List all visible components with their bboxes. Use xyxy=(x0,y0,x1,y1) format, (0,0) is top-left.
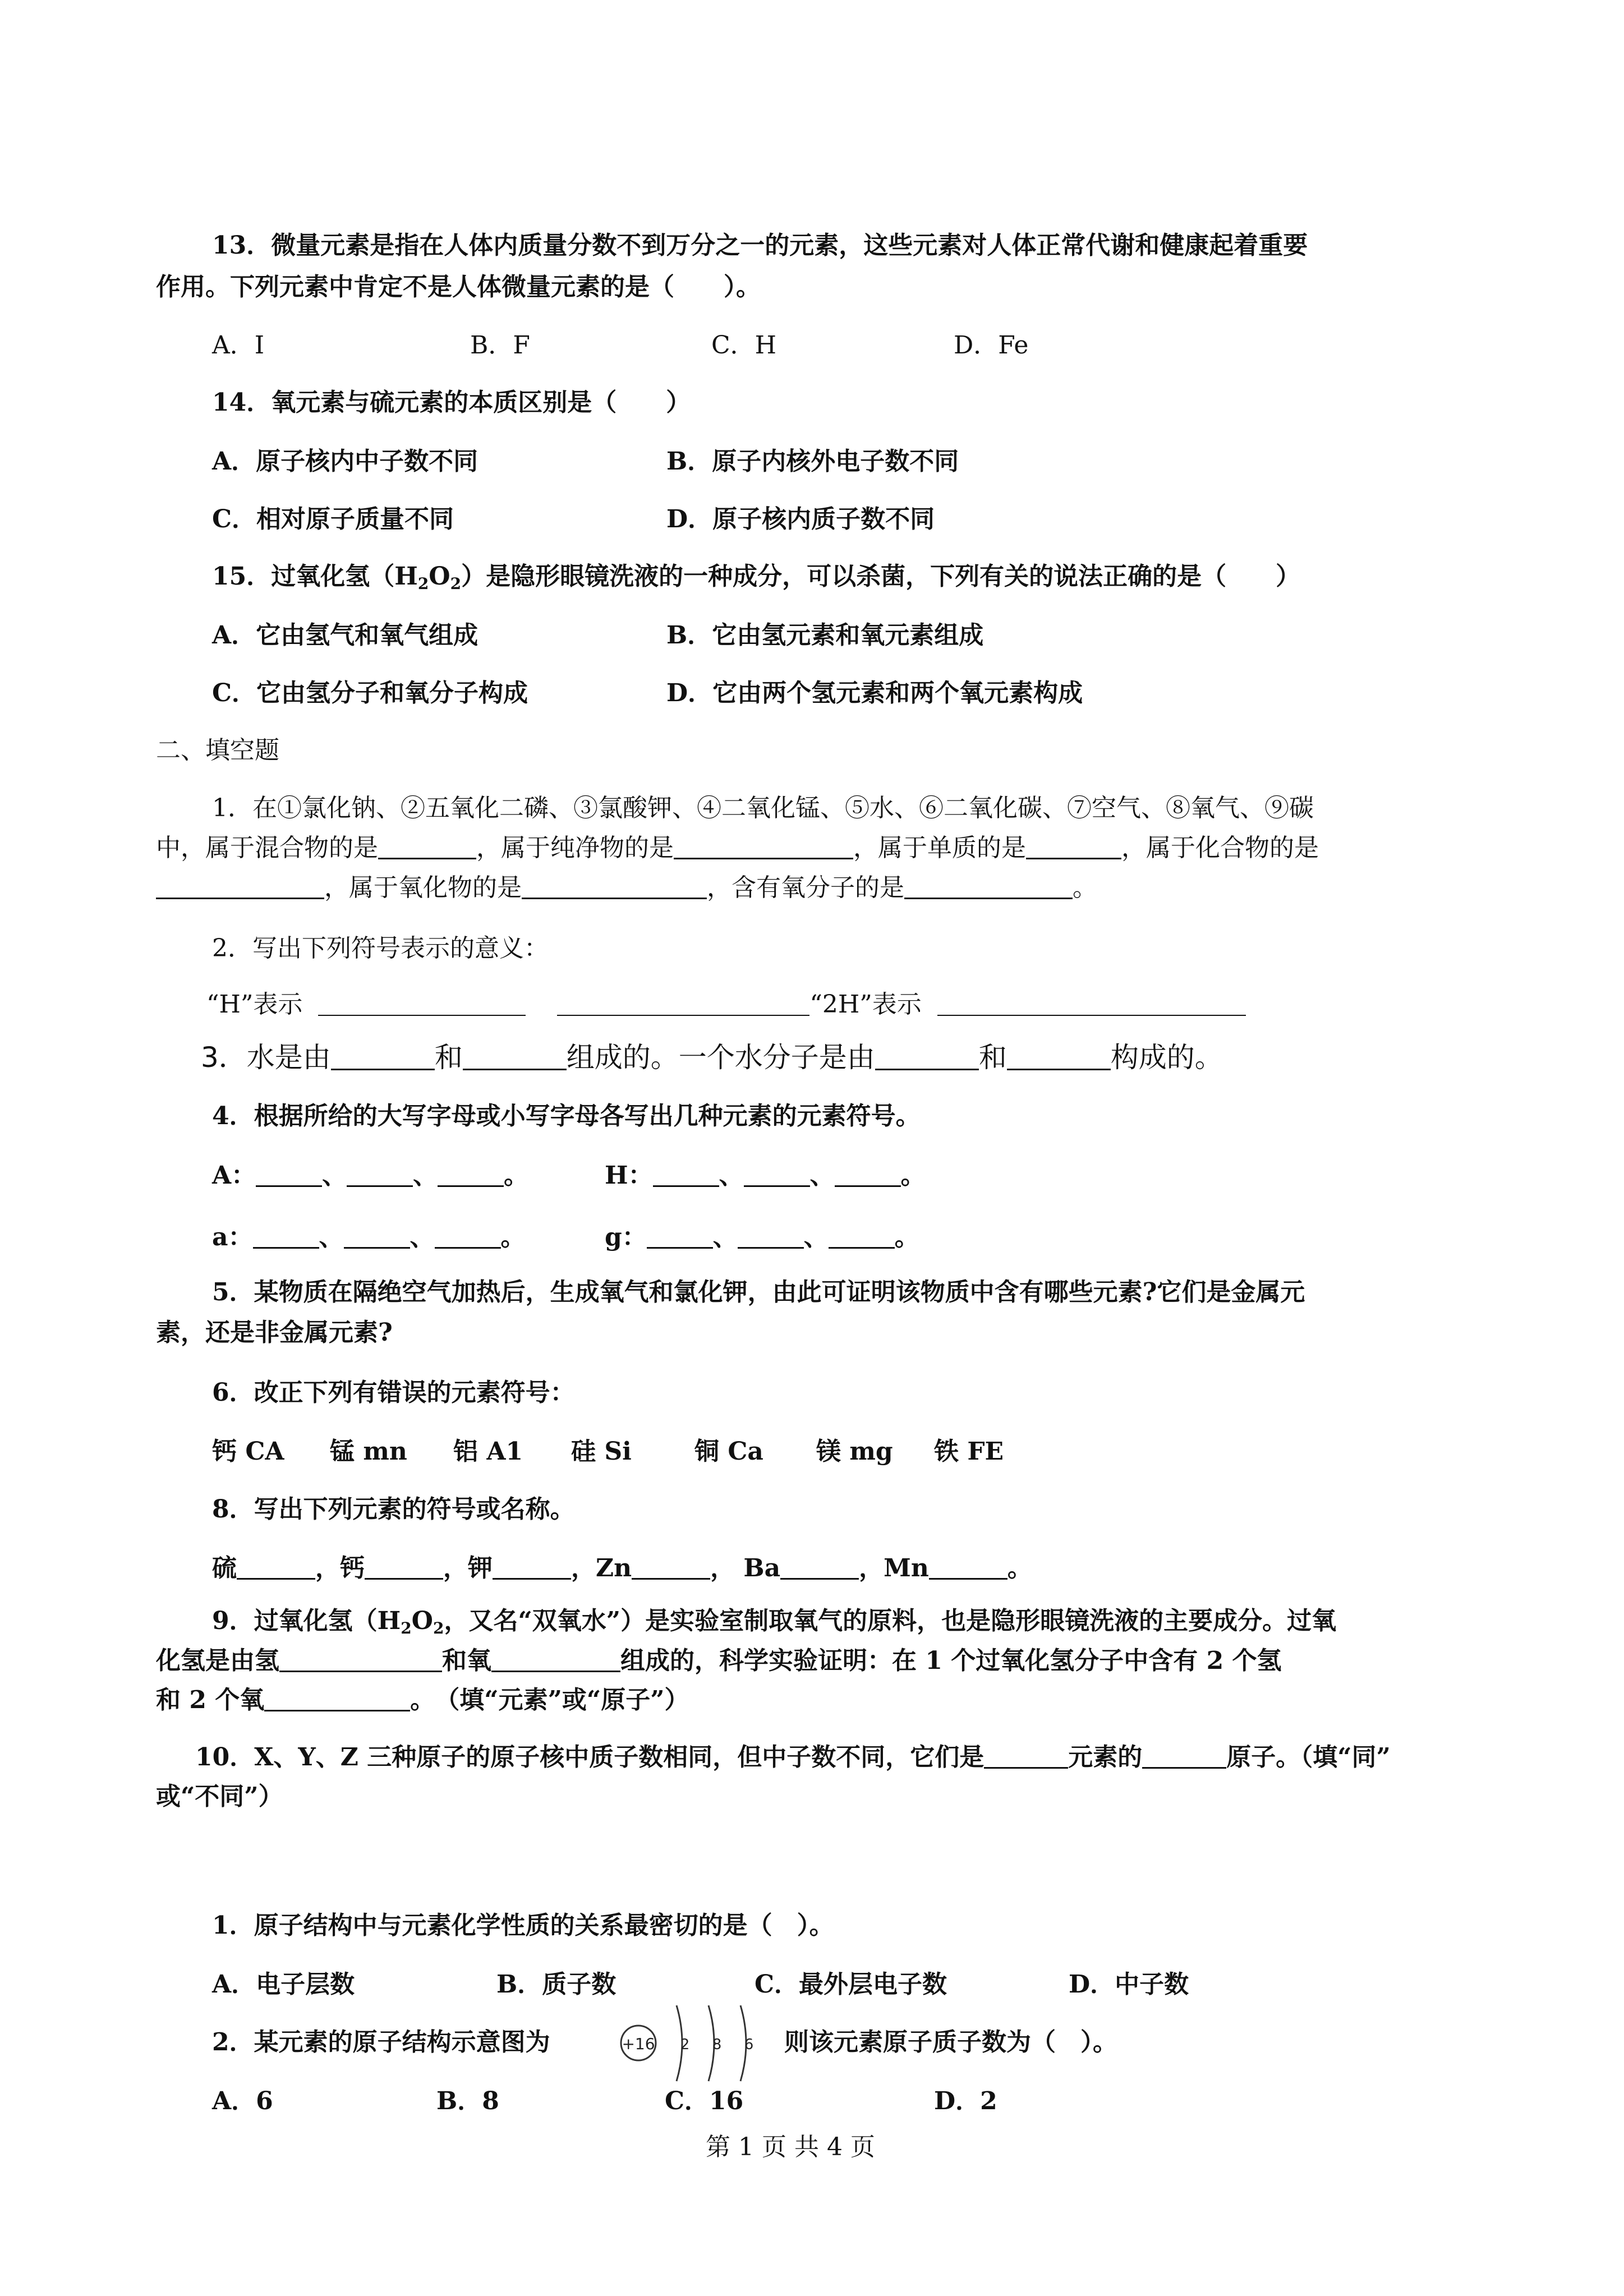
f4-row-H: H： 、 、 。 xyxy=(605,1161,926,1190)
nucleus-label: +16 xyxy=(622,2035,655,2053)
blank-A-3[interactable] xyxy=(438,1161,504,1187)
p1-option-b: B．质子数 xyxy=(496,1970,617,1999)
q14-option-b: B．原子内核外电子数不同 xyxy=(666,447,959,476)
p2-option-d: D．2 xyxy=(934,2087,997,2115)
f4-row-a: a： 、 、 。 xyxy=(212,1223,526,1251)
blank-potassium[interactable] xyxy=(493,1553,571,1580)
q13-option-d: D．Fe xyxy=(954,331,1029,360)
blank-water-3[interactable] xyxy=(875,1044,979,1070)
q14-option-a: A．原子核内中子数不同 xyxy=(212,447,479,476)
q14-option-d: D．原子核内质子数不同 xyxy=(666,505,935,533)
blank-compound[interactable] xyxy=(156,873,324,899)
blank-a-1[interactable] xyxy=(253,1222,319,1249)
f4-row-g: g： 、 、 。 xyxy=(605,1223,919,1251)
f6-item-fe: 铁 FE xyxy=(934,1437,1004,1466)
f6-stem: 6．改正下列有错误的元素符号： xyxy=(212,1378,575,1407)
blank-A-1[interactable] xyxy=(256,1161,322,1187)
blank-water-2[interactable] xyxy=(463,1044,567,1070)
f5-line2: 素，还是非金属元素? xyxy=(156,1318,393,1347)
q15-option-c: C．它由氢分子和氧分子构成 xyxy=(212,679,528,707)
f2-line: “H”表示 “2H”表示 xyxy=(206,989,1246,1020)
shell-2-label: 8 xyxy=(712,2036,722,2053)
blank-same-element[interactable] xyxy=(984,1742,1068,1769)
f8-stem: 8．写出下列元素的符号或名称。 xyxy=(212,1495,575,1524)
blank-H-3[interactable] xyxy=(835,1161,901,1187)
p1-option-c: C．最外层电子数 xyxy=(755,1970,947,1999)
blank-same-atom[interactable] xyxy=(1142,1742,1226,1769)
shell-3-label: 6 xyxy=(744,2036,754,2053)
blank-sulfur[interactable] xyxy=(237,1553,315,1580)
blank-mixture[interactable] xyxy=(378,833,476,859)
blank-calcium[interactable] xyxy=(365,1553,443,1580)
blank-a-2[interactable] xyxy=(344,1222,410,1249)
blank-oxygen-molecule[interactable] xyxy=(904,873,1073,899)
f9-line1: 9．过氧化氢（$H_2O_2$，又名“双氧水”）是实验室制取氧气的原料，也是隐形眼镜洗液的主要成分。过氧 xyxy=(212,1607,1337,1637)
q15-option-b: B．它由氢元素和氧元素组成 xyxy=(666,621,984,650)
f8-line: 硫 ，钙 ，钾 ，Zn ， Ba ，Mn 。 xyxy=(212,1554,1032,1582)
blank-ba[interactable] xyxy=(780,1553,859,1580)
f6-item-al: 铝 A1 xyxy=(453,1437,523,1466)
p2-stem-a: 2．某元素的原子结构示意图为 xyxy=(212,2028,550,2056)
p2-option-b: B．8 xyxy=(436,2087,499,2115)
blank-g-1[interactable] xyxy=(647,1222,713,1249)
blank-2h-meaning[interactable] xyxy=(937,990,1246,1016)
f1-line3: ，属于氧化物的是 ，含有氧分子的是 。 xyxy=(156,872,1097,904)
q15-stem: 15．过氧化氢$(H_2O_2)$是隐形眼镜洗液的一种成分，可以杀菌，下列有关的说法正确的是（ ） xyxy=(212,562,1301,593)
f6-item-cu: 铜 Ca xyxy=(694,1437,763,1466)
p1-option-a: A．电子层数 xyxy=(212,1970,355,1999)
blank-H-2[interactable] xyxy=(744,1161,810,1187)
f9-line3: 和 2 个氧 。 （填“元素”或“原子”） xyxy=(156,1686,689,1714)
blank-element[interactable] xyxy=(1026,833,1121,859)
blank-g-2[interactable] xyxy=(738,1222,804,1249)
blank-oxygen[interactable] xyxy=(491,1646,620,1672)
blank-water-4[interactable] xyxy=(1007,1044,1111,1070)
q13-option-c: C．H xyxy=(711,331,777,360)
q13-option-a: A．I xyxy=(212,331,265,360)
f1-line1: 1．在①氯化钠、②五氧化二磷、③氯酸钾、④二氧化锰、⑤水、⑥二氧化碳、⑦空气、⑧氧气、⑨碳 xyxy=(212,794,1314,822)
p2-option-c: C．16 xyxy=(665,2087,744,2115)
shell-1-label: 2 xyxy=(680,2036,690,2053)
q14-stem: 14．氧元素与硫元素的本质区别是（ ） xyxy=(212,388,691,417)
f5-line1: 5．某物质在隔绝空气加热后，生成氧气和氯化钾，由此可证明该物质中含有哪些元素?它们是金属元 xyxy=(212,1278,1305,1306)
f10-line2: 或“不同”） xyxy=(156,1782,283,1811)
blank-h-meaning-2[interactable] xyxy=(557,990,809,1016)
blank-oxygen-atom[interactable] xyxy=(264,1685,410,1711)
q13-option-b: B．F xyxy=(470,331,530,360)
blank-H-1[interactable] xyxy=(653,1161,719,1187)
q13-line2: 作用。下列元素中肯定不是人体微量元素的是（ ）。 xyxy=(156,273,761,301)
blank-water-1[interactable] xyxy=(331,1044,435,1070)
f4-row-A: A： 、 、 。 xyxy=(212,1161,529,1190)
blank-A-2[interactable] xyxy=(347,1161,413,1187)
f3-line: 3．水是由 和 组成的。一个水分子是由 和 构成的。 xyxy=(201,1041,1223,1074)
p2-stem-b: 则该元素原子质子数为（ ）。 xyxy=(784,2028,1117,2056)
p1-stem: 1．原子结构中与元素化学性质的关系最密切的是（ ）。 xyxy=(212,1911,834,1940)
blank-a-3[interactable] xyxy=(435,1222,501,1249)
blank-pure[interactable] xyxy=(674,833,853,859)
section-title: 二、填空题 xyxy=(156,736,279,765)
f1-line2: 中，属于混合物的是 ，属于纯净物的是 ，属于单质的是 ，属于化合物的是 xyxy=(156,834,1319,862)
f6-item-mg: 镁 mg xyxy=(816,1437,893,1466)
blank-g-3[interactable] xyxy=(829,1222,895,1249)
blank-mn[interactable] xyxy=(929,1553,1007,1580)
q13-line1: 13．微量元素是指在人体内质量分数不到万分之一的元素，这些元素对人体正常代谢和健康起着重要 xyxy=(212,231,1308,260)
f6-item-ca: 钙 CA xyxy=(212,1437,284,1466)
p2-option-a: A．6 xyxy=(212,2087,273,2115)
blank-hydrogen[interactable] xyxy=(279,1646,442,1672)
p1-option-d: D．中子数 xyxy=(1069,1970,1189,1999)
blank-h-meaning[interactable] xyxy=(318,990,526,1016)
f6-item-mn: 锰 mn xyxy=(330,1437,407,1466)
q14-option-c: C．相对原子质量不同 xyxy=(212,505,454,533)
q15-option-a: A．它由氢气和氧气组成 xyxy=(212,621,479,650)
blank-oxide[interactable] xyxy=(522,873,707,899)
f2-stem: 2．写出下列符号表示的意义： xyxy=(212,934,549,963)
f10-line1: 10．X、Y、Z 三种原子的原子核中质子数相同，但中子数不同，它们是 元素的 原子。（填“同” xyxy=(195,1743,1391,1772)
q15-option-d: D．它由两个氢元素和两个氧元素构成 xyxy=(666,679,1083,707)
atomic-structure-diagram xyxy=(616,1997,773,2092)
page-footer: 第 1 页 共 4 页 xyxy=(706,2133,875,2161)
blank-zn[interactable] xyxy=(632,1553,710,1580)
f4-stem: 4．根据所给的大写字母或小写字母各写出几种元素的元素符号。 xyxy=(212,1102,921,1130)
f9-line2: 化氢是由氢 和氧 组成的，科学实验证明：在 1 个过氧化氢分子中含有 2 个氢 xyxy=(156,1646,1282,1675)
f6-item-si: 硅 Si xyxy=(571,1437,632,1466)
